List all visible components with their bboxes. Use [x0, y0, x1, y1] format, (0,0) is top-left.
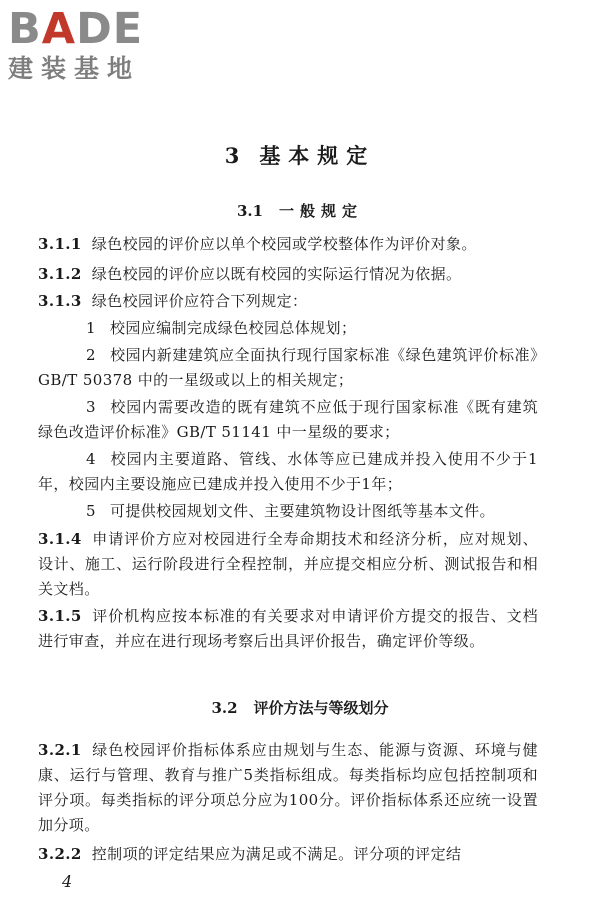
- clause-3-1-2: 3.1.2 绿色校园的评价应以既有校园的实际运行情况为依据。: [38, 265, 462, 283]
- clause-3-2-1: 3.2.1 绿色校园评价指标体系应由规划与生态、能源与资源、环境与健康、运行与管理、教育与推广5类指标组成。每类指标均应包括控制项和评分项。每类指标的评分项总分应为100分。评价指标体系还应统一设置加分项。: [38, 741, 538, 834]
- list-item-2: 2 校园内新建建筑应全面执行现行国家标准《绿色建筑评价标准》GB/T 50378 中的一星级或以上的相关规定；: [38, 346, 538, 389]
- list-item-3: 3 校园内需要改造的既有建筑不应低于现行国家标准《既有建筑绿色改造评价标准》GB/T 51141 中一星级的要求；: [38, 398, 538, 441]
- clause-3-2-2: 3.2.2 控制项的评定结果应为满足或不满足。评分项的评定结: [38, 845, 462, 863]
- clause-3-1-5: 3.1.5 评价机构应按本标准的有关要求对申请评价方提交的报告、文档进行审查，并应在进行现场考察后出具评价报告，确定评价等级。: [38, 607, 538, 650]
- section-title-3-2: 3.2 评价方法与等级划分: [211, 699, 389, 717]
- clause-3-1-1: 3.1.1 绿色校园的评价应以单个校园或学校整体作为评价对象。: [38, 235, 477, 253]
- list-item-5: 5 可提供校园规划文件、主要建筑物设计图纸等基本文件。: [86, 502, 495, 520]
- logo-subtitle: 建装基地: [8, 54, 141, 83]
- bade-logo: [8, 6, 178, 90]
- chapter-title: 3 基本规定: [224, 143, 376, 168]
- clause-3-1-4: 3.1.4 申请评价方应对校园进行全寿命期技术和经济分析，应对规划、设计、施工、运行阶段进行全程控制，并应提交相应分析、测试报告和相关文档。: [38, 530, 538, 598]
- logo-wordmark: BADE: [8, 4, 144, 54]
- clause-3-1-3: 3.1.3 绿色校园评价应符合下列规定：: [38, 292, 308, 310]
- section-title-3-1: 3.1 一般规定: [236, 202, 364, 220]
- list-item-1: 1 校园应编制完成绿色校园总体规划；: [86, 319, 357, 337]
- page-number: 4: [62, 872, 73, 891]
- list-item-4: 4 校园内主要道路、管线、水体等应已建成并投入使用不少于1年，校园内主要设施应已建成并投入使用不少于1年；: [38, 450, 538, 493]
